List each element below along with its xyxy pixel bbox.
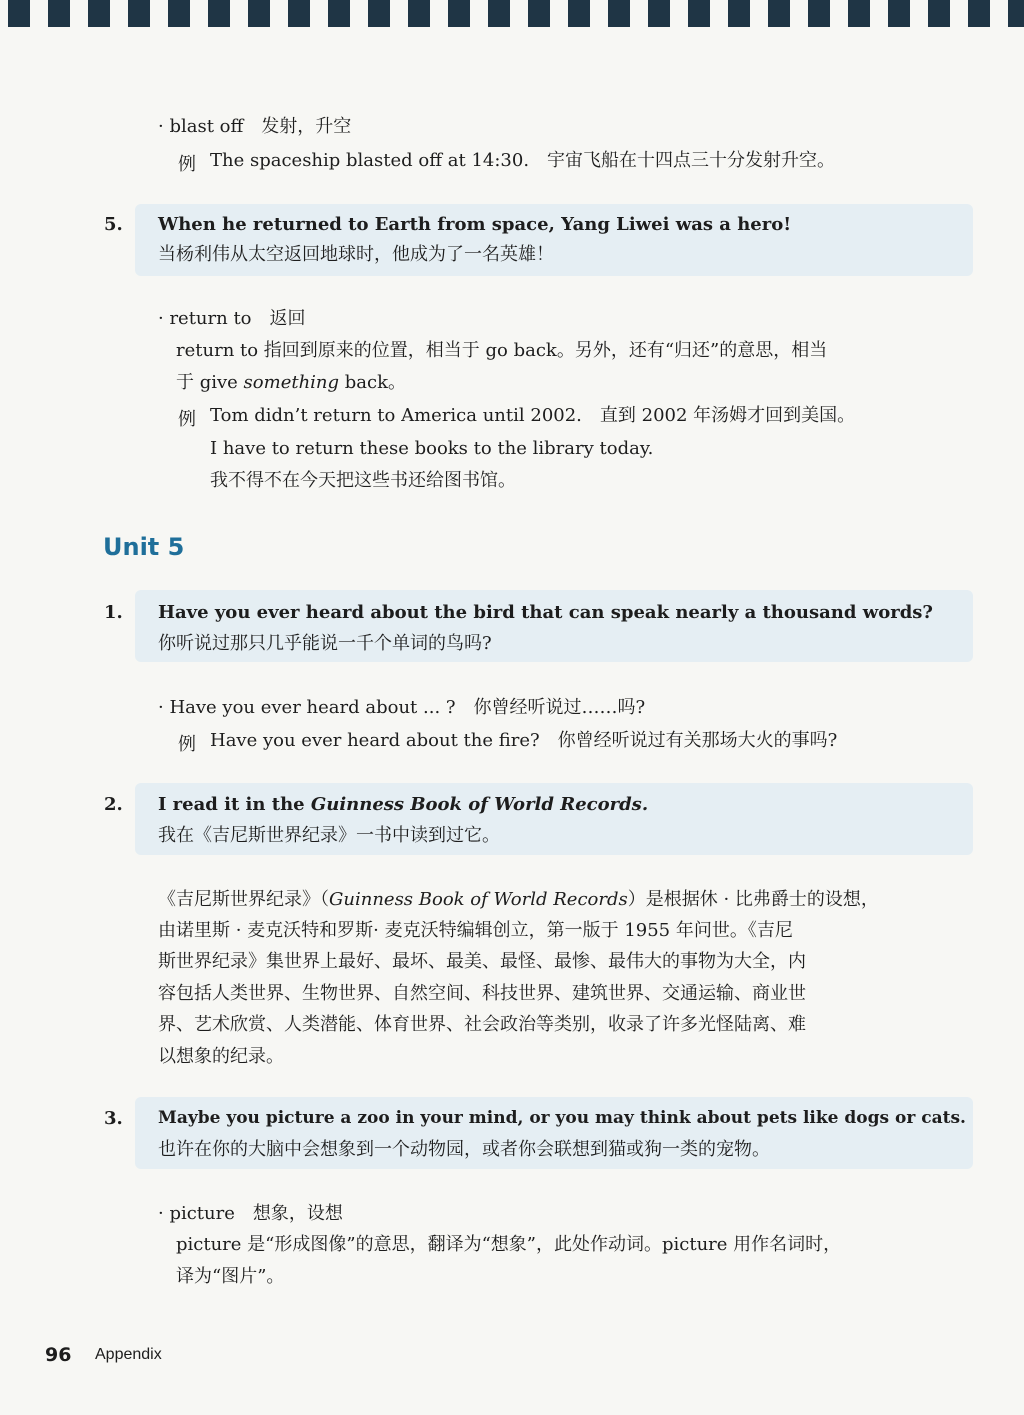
item-number: 2. [104, 794, 123, 815]
top-border-block [968, 0, 990, 27]
vocab-bullet-picture: · picture 想象，设想 [158, 1203, 343, 1224]
key-sentence-en: Have you ever heard about the bird that can speak nearly a thousand words? [158, 602, 933, 623]
top-border-block [168, 0, 190, 27]
key-sentence-en [158, 794, 648, 815]
example-translation: 我不得不在今天把这些书还给图书馆。 [210, 470, 516, 491]
top-border-block [568, 0, 590, 27]
item-number: 1. [104, 602, 123, 623]
paragraph-line: 斯世界纪录》集世界上最好、最坏、最美、最怪、最惨、最伟大的事物为大全，内 [158, 951, 806, 972]
paragraph-line: 以想象的纪录。 [158, 1046, 284, 1067]
paragraph-text: 《吉尼斯世界纪录》（ [158, 889, 329, 910]
top-border-pattern [0, 0, 1024, 27]
paragraph-line: 容包括人类世界、生物世界、自然空间、科技世界、建筑世界、交通运输、商业世 [158, 983, 806, 1004]
item-number: 5. [104, 214, 123, 235]
top-border-block [488, 0, 510, 27]
vocab-bullet-return-to: · return to 返回 [158, 308, 306, 329]
top-border-block [288, 0, 310, 27]
example-sentence: The spaceship blasted off at 14:30. 宇宙飞船在十四点三十分发射升空。 [210, 150, 836, 171]
example-mark: 例 [178, 734, 196, 755]
example-mark: 例 [178, 409, 196, 430]
vocab-bullet-heard-about: · Have you ever heard about ... ? 你曾经听说过……吗? [158, 697, 646, 718]
example-sentence: Tom didn’t return to America until 2002. 直到 2002 年汤姆才回到美国。 [210, 405, 856, 426]
explanation-italic: something [243, 372, 340, 393]
footer-section-label: Appendix [95, 1346, 162, 1363]
explanation-line: picture 是“形成图像”的意思，翻译为“想象”，此处作动词。picture 用作名词时， [176, 1234, 842, 1255]
top-border-block [48, 0, 70, 27]
top-border-block [688, 0, 710, 27]
explanation-line: return to 指回到原来的位置，相当于 go back。另外，还有“归还”的意思，相当 [176, 340, 828, 361]
key-sentence-zh: 你听说过那只几乎能说一千个单词的鸟吗? [158, 633, 492, 654]
top-border-block [128, 0, 150, 27]
top-border-block [648, 0, 670, 27]
key-sentence-zh: 也许在你的大脑中会想象到一个动物园，或者你会联想到猫或狗一类的宠物。 [158, 1139, 770, 1160]
paragraph-text: ）是根据休 · 比弗爵士的设想， [627, 889, 879, 910]
top-border-block [1008, 0, 1024, 27]
top-border-block [208, 0, 230, 27]
unit-heading: Unit 5 [103, 533, 185, 561]
item-number: 3. [104, 1108, 123, 1129]
example-sentence: I have to return these books to the library today. [210, 438, 654, 459]
top-border-block [928, 0, 950, 27]
key-sentence-text: I read it in the [158, 794, 311, 815]
top-border-block [848, 0, 870, 27]
top-border-block [608, 0, 630, 27]
vocab-bullet-blast-off: · blast off 发射，升空 [158, 116, 352, 137]
example-mark: 例 [178, 154, 196, 175]
key-sentence-zh: 我在《吉尼斯世界纪录》一书中读到过它。 [158, 825, 500, 846]
top-border-block [808, 0, 830, 27]
book-title-italic: Guinness Book of World Records. [310, 794, 649, 815]
key-sentence-en: Maybe you picture a zoo in your mind, or you may think about pets like dogs or cats. [158, 1108, 966, 1128]
key-sentence-en: When he returned to Earth from space, Yang Liwei was a hero! [158, 214, 792, 235]
top-border-block [888, 0, 910, 27]
book-title-italic: Guinness Book of World Records [329, 889, 628, 910]
paragraph-line: 由诺里斯 · 麦克沃特和罗斯· 麦克沃特编辑创立，第一版于 1955 年问世。《吉尼 [158, 920, 793, 941]
top-border-block [768, 0, 790, 27]
explanation-line: 译为“图片”。 [176, 1266, 285, 1287]
top-border-block [8, 0, 30, 27]
top-border-block [88, 0, 110, 27]
example-sentence: Have you ever heard about the fire? 你曾经听说过有关那场大火的事吗? [210, 730, 838, 751]
top-border-block [408, 0, 430, 27]
top-border-block [448, 0, 470, 27]
top-border-block [528, 0, 550, 27]
paragraph-line [158, 884, 879, 915]
explanation-text: 于 give [176, 372, 244, 393]
key-sentence-zh: 当杨利伟从太空返回地球时，他成为了一名英雄！ [158, 244, 554, 265]
paragraph-line: 界、艺术欣赏、人类潜能、体育世界、社会政治等类别，收录了许多光怪陆离、难 [158, 1014, 806, 1035]
page-number: 96 [45, 1344, 72, 1366]
explanation-text: back。 [339, 372, 407, 393]
top-border-block [248, 0, 270, 27]
explanation-line [176, 372, 406, 394]
top-border-block [368, 0, 390, 27]
top-border-block [328, 0, 350, 27]
top-border-block [728, 0, 750, 27]
